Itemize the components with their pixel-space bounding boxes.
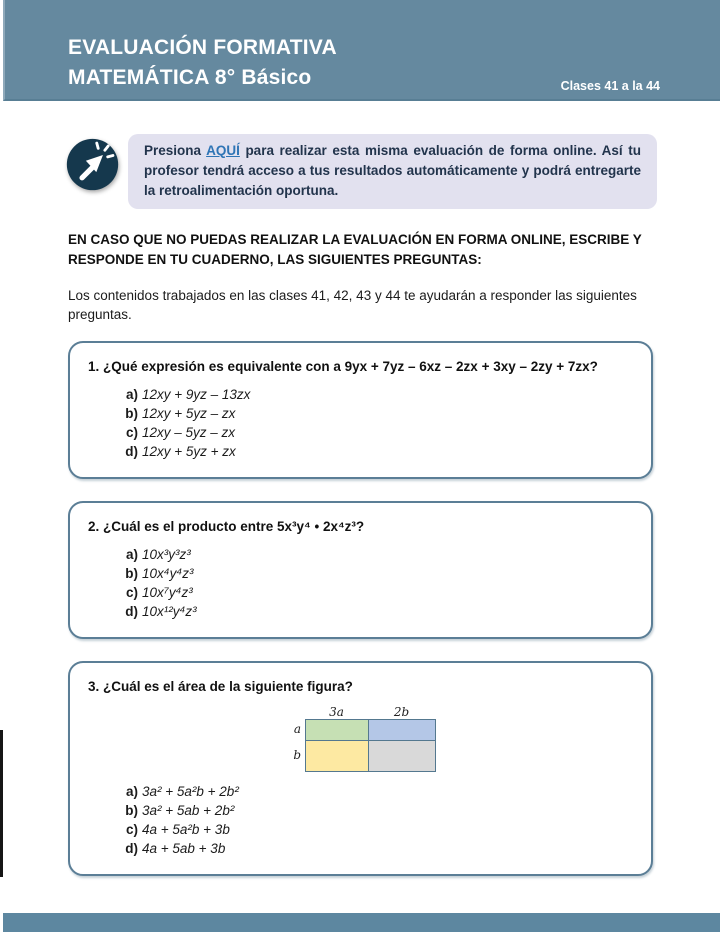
figure-cell-gray: [369, 741, 435, 771]
option-2c: [120, 583, 633, 602]
option-letter: b): [125, 566, 138, 581]
online-banner-section: [64, 134, 657, 209]
option-2b: [120, 564, 633, 583]
figure-grid: [305, 719, 436, 772]
option-letter: a): [125, 547, 138, 562]
cursor-click-icon: [64, 136, 121, 193]
option-text: 10x⁷y⁴z³: [142, 585, 193, 600]
figure-col-label-3a: 3a: [329, 705, 344, 719]
figure-cell-yellow: [306, 741, 368, 771]
option-3a: [120, 782, 633, 801]
header: [3, 0, 720, 101]
offline-instructions: EN CASO QUE NO PUEDAS REALIZAR LA EVALUACIÓN EN FORMA ONLINE, ESCRIBE Y RESPONDE EN TU CUADERNO, LAS SIGUIENTES PREGUNTAS:: [68, 232, 642, 267]
option-letter: d): [125, 604, 138, 619]
doc-title-line1: EVALUACIÓN FORMATIVA: [68, 36, 337, 59]
option-3d: [120, 839, 633, 858]
option-letter: b): [125, 803, 138, 818]
question-2-title: 2. ¿Cuál es el producto entre 5x³y⁴ • 2x⁴z³?: [88, 519, 365, 534]
option-text: 3a² + 5ab + 2b²: [142, 803, 235, 818]
question-1-title: 1. ¿Qué expresión es equivalente con a 9yx + 7yz – 6xz – 2zx + 3xy – 2zy + 7zx?: [88, 359, 598, 374]
footer-bar: [3, 913, 720, 932]
figure-col-label-2b: 2b: [393, 705, 410, 719]
option-letter: b): [125, 406, 138, 421]
doc-title-line2: MATEMÁTICA 8° Básico: [68, 66, 312, 89]
banner-text-after: para realizar esta misma evaluación de forma online. Así tu profesor tendrá acceso a tus resultados automáticamente y podrá entregarte la retroalimentación oportuna.: [144, 143, 641, 198]
area-figure: [291, 705, 451, 772]
question-3-title: 3. ¿Cuál es el área de la siguiente figura?: [88, 679, 353, 694]
intro-text: Los contenidos trabajados en las clases 41, 42, 43 y 44 te ayudarán a responder las siguientes preguntas.: [68, 288, 637, 322]
figure-cell-green: [306, 720, 368, 740]
option-text: 12xy + 5yz + zx: [142, 444, 236, 459]
option-text: 4a + 5a²b + 3b: [142, 822, 230, 837]
figure-cell-blue: [369, 720, 435, 740]
classes-badge: Clases 41 a la 44: [560, 79, 660, 93]
option-letter: d): [125, 841, 138, 856]
option-text: 10x¹²y⁴z³: [142, 604, 197, 619]
figure-body: [291, 719, 451, 772]
option-1c: [120, 423, 633, 442]
banner-text-before: Presiona: [144, 143, 202, 158]
option-letter: c): [125, 585, 138, 600]
option-text: 3a² + 5a²b + 2b²: [142, 784, 239, 799]
option-text: 10x⁴y⁴z³: [142, 566, 194, 581]
option-1b: [120, 404, 633, 423]
question-2-options: [120, 545, 633, 621]
option-2d: [120, 602, 633, 621]
option-letter: a): [125, 387, 138, 402]
option-text: 10x³y³z³: [142, 547, 191, 562]
question-3-box: [68, 661, 653, 876]
question-1-options: [120, 385, 633, 461]
doc-title: [68, 33, 337, 93]
option-letter: a): [125, 784, 138, 799]
option-letter: c): [125, 425, 138, 440]
option-3c: [120, 820, 633, 839]
question-2-box: [68, 501, 653, 639]
option-text: 4a + 5ab + 3b: [142, 841, 226, 856]
online-link[interactable]: AQUÍ: [206, 143, 240, 158]
figure-row-labels: [291, 719, 305, 772]
option-2a: [120, 545, 633, 564]
figure-column-labels: [305, 705, 451, 719]
question-3-options: [120, 782, 633, 858]
option-text: 12xy + 9yz – 13zx: [142, 387, 251, 402]
online-banner: [128, 134, 657, 209]
figure-row-label-a: a: [293, 722, 301, 736]
option-1a: [120, 385, 633, 404]
option-3b: [120, 801, 633, 820]
option-text: 12xy – 5yz – zx: [142, 425, 236, 440]
online-banner-text: [144, 141, 641, 201]
option-letter: c): [125, 822, 138, 837]
option-letter: d): [125, 444, 138, 459]
figure-row-label-b: b: [293, 748, 301, 762]
option-1d: [120, 442, 633, 461]
scan-artifact-line: [0, 730, 3, 877]
question-1-box: [68, 341, 653, 479]
option-text: 12xy + 5yz – zx: [142, 406, 236, 421]
